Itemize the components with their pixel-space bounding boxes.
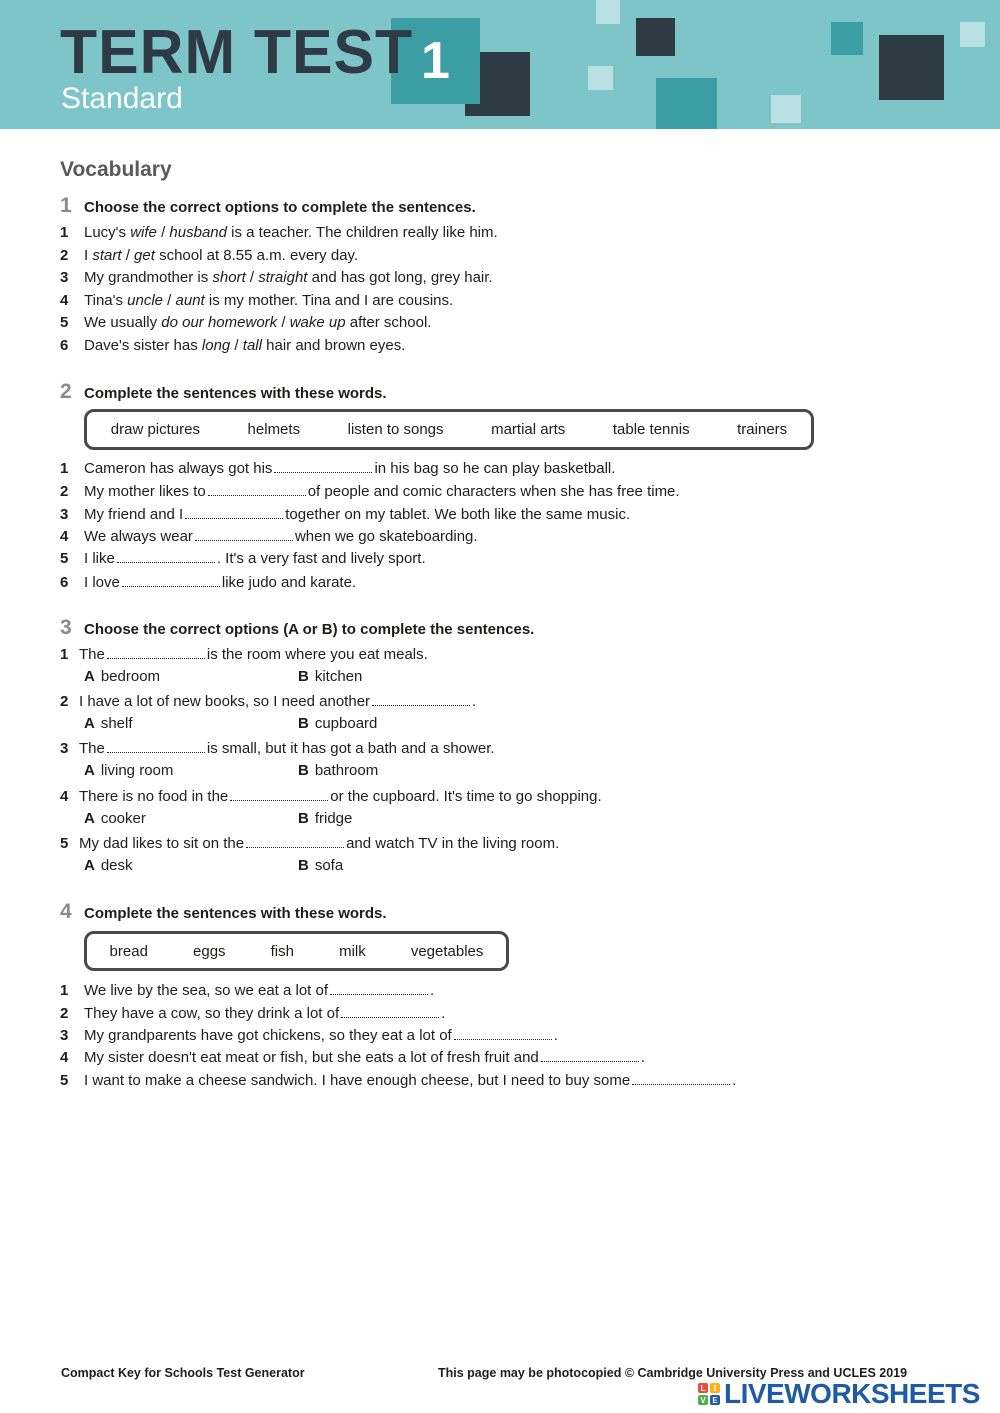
item-text: My sister doesn't eat meat or fish, but she eats a lot of fresh fruit and (84, 1049, 539, 1066)
item-text: We live by the sea, so we eat a lot of (84, 982, 329, 999)
answer-blank[interactable] (117, 553, 215, 563)
item-text: after school. (345, 314, 432, 331)
item-number: 5 (60, 1072, 69, 1089)
item-text: There is no food in the (79, 788, 229, 805)
option-text: cupboard (314, 715, 378, 732)
option-b[interactable]: husband (169, 224, 227, 241)
item-number: 1 (60, 460, 69, 477)
option-a[interactable] (84, 762, 173, 779)
word-box-item: draw pictures (110, 421, 200, 438)
option-b[interactable]: aunt (175, 292, 205, 309)
item-number: 4 (60, 1049, 69, 1066)
answer-blank[interactable] (107, 649, 205, 659)
option-a[interactable] (84, 810, 146, 827)
item-text: . (441, 1005, 446, 1022)
word-box (84, 931, 509, 971)
word-box-item: helmets (247, 421, 301, 438)
answer-blank[interactable] (107, 743, 205, 753)
option-a[interactable] (84, 857, 133, 874)
exercise-item (60, 693, 476, 711)
option-b[interactable] (298, 715, 377, 732)
exercise-number: 1 (60, 194, 72, 217)
option-a[interactable]: short (212, 269, 246, 286)
item-text: like judo and karate. (221, 574, 357, 591)
decor-square (636, 18, 675, 56)
exercise-item (60, 788, 602, 806)
item-number: 4 (60, 528, 69, 545)
option-text: shelf (100, 715, 133, 732)
exercise-item (60, 506, 630, 524)
option-text: bathroom (314, 762, 379, 779)
item-text: The (79, 740, 105, 757)
option-b[interactable] (298, 668, 362, 685)
answer-blank[interactable] (454, 1030, 552, 1040)
option-label: B (298, 668, 309, 685)
option-label: A (84, 715, 95, 732)
option-b[interactable]: tall (242, 337, 262, 354)
word-box-item: trainers (737, 421, 788, 438)
option-text: kitchen (314, 668, 363, 685)
item-text: is small, but it has got a bath and a shower. (206, 740, 495, 757)
option-b[interactable]: get (134, 247, 155, 264)
answer-blank[interactable] (185, 509, 283, 519)
option-a[interactable]: wife (130, 224, 157, 241)
exercise-item (60, 1005, 445, 1023)
word-box-item: table tennis (612, 421, 690, 438)
item-number: 6 (60, 337, 69, 354)
word-box-item: vegetables (410, 942, 484, 960)
item-text: . (430, 982, 435, 999)
exercise-number: 3 (60, 616, 72, 639)
item-text: My dad likes to sit on the (79, 835, 245, 852)
option-b[interactable]: straight (258, 269, 308, 286)
exercise-item: 2 I start / get school at 8.55 a.m. every day. (60, 247, 359, 264)
item-number: 3 (60, 269, 69, 286)
item-text: I love (84, 574, 120, 591)
exercise-3-title (60, 616, 534, 640)
logo-text: LIVEWORKSHEETS (724, 1378, 980, 1409)
item-text: My grandmother is (84, 269, 213, 286)
logo-letter: L (698, 1383, 708, 1393)
answer-blank[interactable] (195, 531, 293, 541)
exercise-instruction: Choose the correct options (A or B) to complete the sentences. (84, 621, 535, 638)
option-label: B (298, 810, 309, 827)
option-a[interactable]: do our homework (161, 314, 278, 331)
item-text: Tina's (84, 292, 128, 309)
header-banner (0, 0, 1000, 129)
item-text: . (640, 1049, 645, 1066)
item-number: 3 (60, 1027, 69, 1044)
answer-blank[interactable] (330, 985, 428, 995)
option-text: bedroom (100, 668, 161, 685)
item-text: Dave's sister has (84, 337, 202, 354)
answer-blank[interactable] (246, 838, 344, 848)
decor-square (960, 22, 985, 47)
exercise-item (60, 835, 559, 853)
item-text: . It's a very fast and lively sport. (216, 550, 426, 567)
exercise-instruction: Complete the sentences with these words. (84, 905, 387, 922)
item-text: I want to make a cheese sandwich. I have enough cheese, but I need to buy some (84, 1072, 631, 1089)
item-text: is my mother. Tina and I are cousins. (204, 292, 454, 309)
item-text: together on my tablet. We both like the same music. (285, 506, 631, 523)
page-subtitle: Standard (61, 82, 183, 115)
option-label: A (84, 762, 95, 779)
exercise-item (60, 483, 680, 501)
item-text: or the cupboard. It's time to go shopping. (330, 788, 602, 805)
decor-square (771, 95, 801, 123)
option-text: sofa (314, 857, 344, 874)
answer-blank[interactable] (541, 1052, 639, 1062)
exercise-item (60, 982, 434, 1000)
option-a[interactable] (84, 668, 160, 685)
option-a[interactable]: start (92, 247, 122, 264)
word-box (84, 409, 814, 450)
item-text: . (472, 693, 477, 710)
answer-blank[interactable] (372, 696, 470, 706)
exercise-item: 1 Lucy's wife / husband is a teacher. The children really like him. (60, 224, 498, 241)
exercise-item: 4 Tina's uncle / aunt is my mother. Tina and I are cousins. (60, 292, 454, 309)
footer-left: Compact Key for Schools Test Generator (61, 1366, 305, 1380)
answer-blank[interactable] (122, 577, 220, 587)
option-b[interactable] (298, 810, 352, 827)
item-text: Cameron has always got his (84, 460, 273, 477)
item-number: 6 (60, 574, 69, 591)
word-box-item: fish (270, 942, 294, 960)
test-number-badge: 1 (391, 18, 480, 104)
item-text: . (553, 1027, 558, 1044)
exercise-item: 6 Dave's sister has long / tall hair and brown eyes. (60, 337, 406, 354)
exercise-item (60, 1049, 645, 1067)
item-number: 1 (60, 224, 69, 241)
item-text: We always wear (84, 528, 193, 545)
item-number: 2 (60, 247, 69, 264)
item-text: I (84, 247, 93, 264)
word-box-item: milk (339, 942, 366, 960)
word-box-item: bread (109, 942, 148, 960)
option-a[interactable]: long (201, 337, 231, 354)
exercise-number: 2 (60, 380, 72, 403)
answer-blank[interactable] (208, 486, 306, 496)
item-text: We usually (84, 314, 162, 331)
option-label: B (298, 762, 309, 779)
exercise-1-title (60, 194, 476, 218)
item-text: Lucy's (84, 224, 131, 241)
exercise-item (60, 646, 428, 664)
option-a[interactable] (84, 715, 133, 732)
item-text: in his bag so he can play basketball. (374, 460, 616, 477)
word-box-item: martial arts (491, 421, 566, 438)
exercise-instruction: Choose the correct options to complete the sentences. (84, 199, 476, 216)
item-text: and watch TV in the living room. (346, 835, 560, 852)
exercise-item (60, 574, 356, 592)
item-number: 3 (60, 740, 69, 757)
item-text: and has got long, grey hair. (307, 269, 493, 286)
answer-blank[interactable] (632, 1075, 730, 1085)
option-text: desk (100, 857, 133, 874)
item-text: is the room where you eat meals. (206, 646, 428, 663)
answer-blank[interactable] (230, 791, 328, 801)
option-b[interactable]: wake up (289, 314, 346, 331)
item-text: is a teacher. The children really like him. (226, 224, 498, 241)
exercise-item (60, 1027, 558, 1045)
exercise-item (60, 528, 478, 546)
page-title: TERM TEST (60, 18, 414, 87)
section-heading: Vocabulary (60, 158, 172, 181)
option-text: living room (100, 762, 174, 779)
option-text: cooker (100, 810, 146, 827)
logo-letter: E (710, 1395, 720, 1405)
decor-square (588, 66, 613, 90)
word-box-item: listen to songs (347, 421, 444, 438)
item-number: 1 (60, 646, 69, 663)
item-number: 5 (60, 835, 69, 852)
item-text: when we go skateboarding. (294, 528, 478, 545)
item-text: I have a lot of new books, so I need another (79, 693, 371, 710)
exercise-item: 3 My grandmother is short / straight and has got long, grey hair. (60, 269, 493, 286)
option-b[interactable] (298, 762, 378, 779)
option-label: A (84, 857, 95, 874)
exercise-item (60, 740, 495, 758)
logo-letter: V (698, 1395, 708, 1405)
exercise-4-title (60, 900, 387, 924)
exercise-number: 4 (60, 900, 72, 923)
decor-square (596, 0, 620, 24)
exercise-item: 5 We usually do our homework / wake up after school. (60, 314, 432, 331)
item-number: 2 (60, 483, 69, 500)
item-text: hair and brown eyes. (261, 337, 406, 354)
answer-blank[interactable] (341, 1008, 439, 1018)
item-text: My friend and I (84, 506, 184, 523)
item-text: The (79, 646, 105, 663)
word-box-item: eggs (193, 942, 226, 960)
liveworksheets-logo[interactable] (698, 1380, 980, 1408)
option-a[interactable]: uncle (127, 292, 164, 309)
exercise-instruction: Complete the sentences with these words. (84, 385, 387, 402)
item-number: 2 (60, 693, 69, 710)
item-number: 3 (60, 506, 69, 523)
exercise-item (60, 460, 615, 478)
footer-copyright: This page may be photocopied © Cambridge University Press and UCLES 2019 (438, 1366, 908, 1380)
option-label: A (84, 668, 95, 685)
decor-square (656, 78, 717, 129)
option-text: fridge (314, 810, 353, 827)
item-text: They have a cow, so they drink a lot of (84, 1005, 340, 1022)
item-number: 4 (60, 292, 69, 309)
exercise-item (60, 550, 426, 568)
decor-square (831, 22, 863, 55)
option-label: B (298, 857, 309, 874)
item-text: My mother likes to (84, 483, 206, 500)
item-number: 4 (60, 788, 69, 805)
item-number: 2 (60, 1005, 69, 1022)
item-number: 1 (60, 982, 69, 999)
logo-letter: I (710, 1383, 720, 1393)
option-label: B (298, 715, 309, 732)
decor-square (879, 35, 944, 100)
exercise-2-title (60, 380, 387, 404)
item-text: My grandparents have got chickens, so they eat a lot of (84, 1027, 452, 1044)
option-label: A (84, 810, 95, 827)
item-text: I like (84, 550, 115, 567)
item-text: school at 8.55 a.m. every day. (154, 247, 359, 264)
item-number: 5 (60, 314, 69, 331)
item-text: of people and comic characters when she has free time. (307, 483, 680, 500)
item-text: . (732, 1072, 737, 1089)
answer-blank[interactable] (274, 463, 372, 473)
logo-icon (698, 1383, 720, 1405)
exercise-item (60, 1072, 736, 1090)
option-b[interactable] (298, 857, 343, 874)
item-number: 5 (60, 550, 69, 567)
